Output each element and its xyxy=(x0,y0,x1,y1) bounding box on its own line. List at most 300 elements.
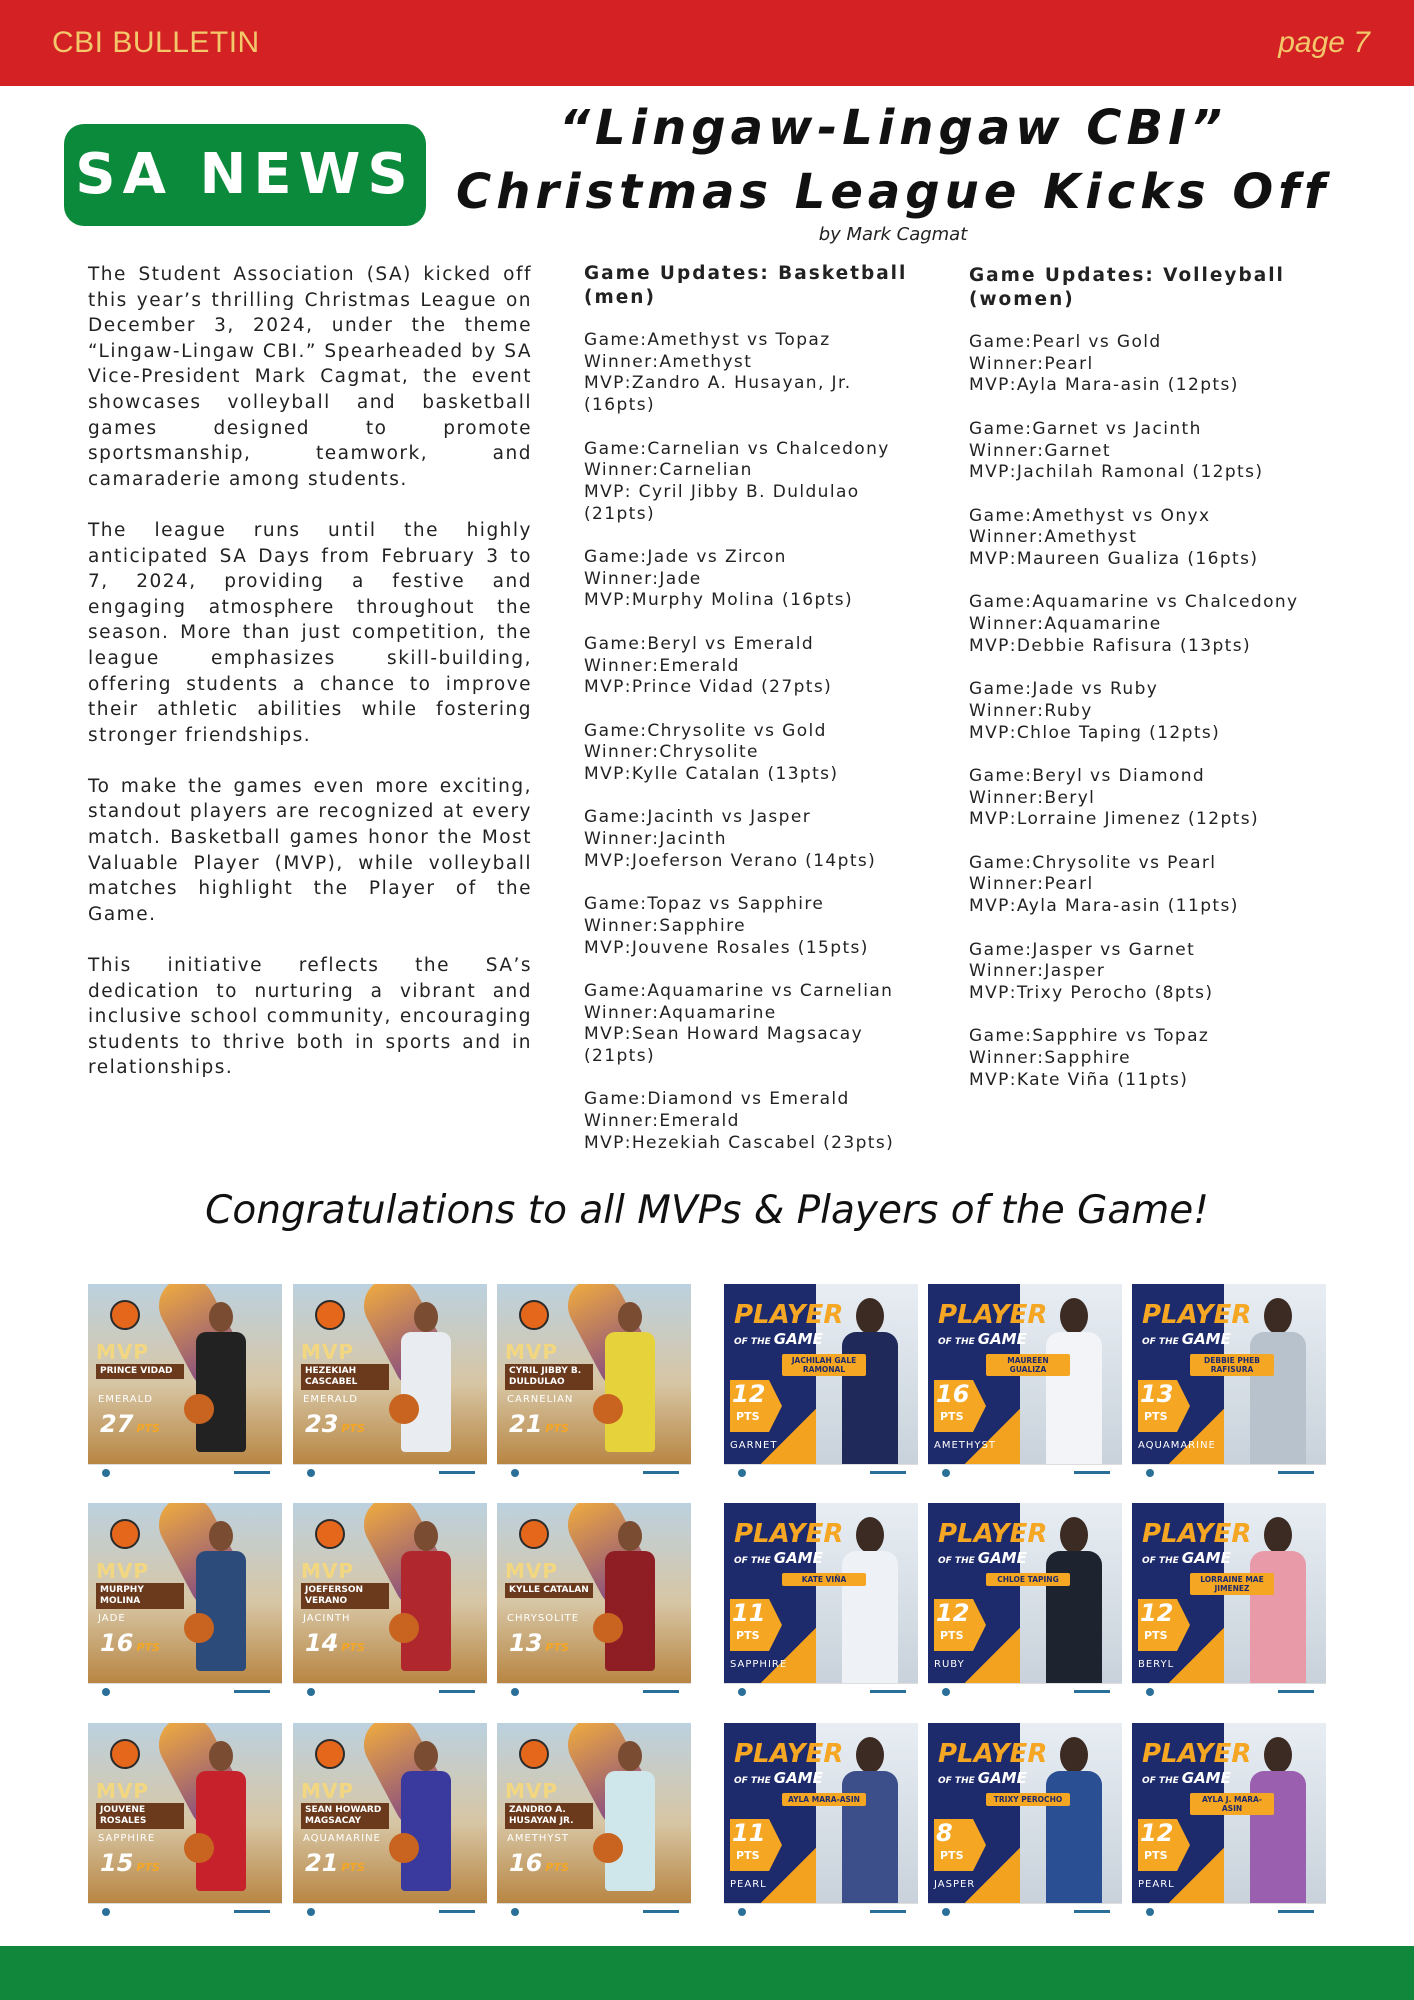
game-game: Game:Amethyst vs Topaz xyxy=(584,330,831,350)
game-mvp: MVP:Ayla Mara-asin (12pts) xyxy=(969,375,1239,396)
player-shirt xyxy=(1250,1551,1306,1683)
points-value: 21 xyxy=(305,1849,339,1877)
player-figure xyxy=(1044,1298,1104,1464)
team-name: PEARL xyxy=(1138,1879,1175,1890)
game-mvp: MVP:Debbie Rafisura (13pts) xyxy=(969,635,1252,656)
card-footer xyxy=(928,1464,1122,1480)
game-entry xyxy=(584,547,924,612)
player-shirt xyxy=(1250,1332,1306,1464)
mvp-card xyxy=(293,1284,487,1480)
mvp-card xyxy=(88,1503,282,1699)
player-label: PLAYER xyxy=(1142,1300,1252,1330)
player-name: MAUREEN GUALIZA xyxy=(986,1354,1070,1376)
card-art xyxy=(293,1503,487,1683)
points xyxy=(305,1629,365,1657)
volleyball-heading: Game Updates: Volleyball (women) xyxy=(969,265,1285,310)
player-of-the-game-card xyxy=(1132,1503,1326,1699)
points-value: 15 xyxy=(100,1849,134,1877)
card-footer xyxy=(293,1464,487,1480)
game-game: Game:Aquamarine vs Chalcedony xyxy=(969,592,1299,613)
game-winner: Winner:Jasper xyxy=(969,961,1106,982)
player-label: PLAYER xyxy=(938,1519,1048,1549)
player-of-the-game-card xyxy=(928,1284,1122,1480)
article-paragraph: To make the games even more exciting, standout players are recognized at every match. Basketball games honor the Most Valuable Player (MVP), while volleyball matches highlight the Player of the Game. xyxy=(88,775,532,925)
basketball-icon xyxy=(519,1300,549,1330)
of-the-game-label xyxy=(1142,1769,1231,1787)
game-entry xyxy=(969,940,1349,1005)
player-shirt xyxy=(1250,1771,1306,1903)
volleyball-updates xyxy=(969,264,1349,1113)
player-figure xyxy=(397,1302,455,1464)
of-the-game-label xyxy=(1142,1549,1231,1567)
points-value: 11 xyxy=(732,1599,766,1627)
player-name: JOUVENE ROSALES xyxy=(96,1803,184,1829)
game-mvp: MVP:Trixy Perocho (8pts) xyxy=(969,982,1214,1003)
player-shirt xyxy=(842,1332,898,1464)
game-game: Game:Jasper vs Garnet xyxy=(969,939,1196,960)
game-label: GAME xyxy=(1181,1549,1231,1567)
player-figure xyxy=(1044,1517,1104,1683)
mvp-card xyxy=(293,1503,487,1699)
game-mvp: MVP:Ayla Mara-asin (11pts) xyxy=(969,896,1239,917)
basketball-icon xyxy=(315,1300,345,1330)
card-art xyxy=(928,1503,1122,1683)
of-the-label: OF THE xyxy=(734,1776,771,1786)
game-entry xyxy=(969,1026,1349,1091)
game-entry xyxy=(969,332,1349,397)
game-winner: Winner:Amethyst xyxy=(969,527,1138,548)
game-game: Game:Garnet vs Jacinth xyxy=(969,418,1202,439)
game-winner: Winner:Pearl xyxy=(969,874,1094,895)
player-head xyxy=(209,1302,233,1332)
card-art xyxy=(1132,1723,1326,1903)
mvp-label: MVP xyxy=(96,1340,150,1364)
team-name: AMETHYST xyxy=(934,1440,996,1451)
card-art xyxy=(724,1284,918,1464)
game-mvp: MVP: Cyril Jibby B. Duldulao (21pts) xyxy=(584,481,860,524)
points-unit: PTS xyxy=(341,1641,365,1654)
game-mvp: MVP:Sean Howard Magsacay (21pts) xyxy=(584,1024,864,1067)
points-unit: PTS xyxy=(136,1861,160,1874)
player-figure xyxy=(601,1521,659,1683)
player-label: PLAYER xyxy=(1142,1519,1252,1549)
game-game: Game:Beryl vs Emerald xyxy=(584,633,815,654)
player-jersey xyxy=(196,1771,246,1891)
of-the-label: OF THE xyxy=(1142,1337,1179,1347)
card-footer xyxy=(1132,1683,1326,1699)
mvp-label: MVP xyxy=(505,1559,559,1583)
player-figure xyxy=(840,1737,900,1903)
team-name: EMERALD xyxy=(98,1394,153,1405)
basketball-icon xyxy=(519,1739,549,1769)
card-footer xyxy=(1132,1464,1326,1480)
game-entry xyxy=(584,721,924,786)
card-footer xyxy=(497,1464,691,1480)
player-label: PLAYER xyxy=(1142,1739,1252,1769)
article-body xyxy=(88,262,532,1107)
basketball-heading: Game Updates: Basketball (men) xyxy=(584,263,908,308)
basketball-icon xyxy=(315,1519,345,1549)
of-the-game-label xyxy=(734,1769,823,1787)
game-entry xyxy=(584,439,924,526)
player-figure xyxy=(601,1302,659,1464)
player-name: TRIXY PEROCHO xyxy=(986,1793,1070,1806)
basketball-icon xyxy=(110,1519,140,1549)
game-winner: Winner:Amethyst xyxy=(584,351,753,372)
points xyxy=(509,1849,569,1877)
of-the-label: OF THE xyxy=(1142,1556,1179,1566)
points-unit: PTS xyxy=(736,1410,760,1423)
game-entry xyxy=(969,592,1349,657)
card-art xyxy=(497,1723,691,1903)
mvp-label: MVP xyxy=(505,1779,559,1803)
player-of-the-game-card xyxy=(1132,1723,1326,1919)
mvp-card xyxy=(497,1284,691,1480)
points-unit: PTS xyxy=(1144,1849,1168,1862)
team-name: GARNET xyxy=(730,1440,778,1451)
player-head xyxy=(618,1302,642,1332)
basketball-icon xyxy=(110,1739,140,1769)
player-figure xyxy=(397,1741,455,1903)
points-unit: PTS xyxy=(341,1422,365,1435)
points xyxy=(509,1410,569,1438)
player-shirt xyxy=(842,1771,898,1903)
mvp-card xyxy=(293,1723,487,1919)
player-head xyxy=(856,1298,884,1334)
card-footer xyxy=(1132,1903,1326,1919)
points-value: 16 xyxy=(936,1380,970,1408)
game-label: GAME xyxy=(773,1769,823,1787)
basketball-icon xyxy=(184,1833,214,1863)
points-value: 23 xyxy=(305,1410,339,1438)
of-the-game-label xyxy=(938,1330,1027,1348)
mvp-label: MVP xyxy=(96,1559,150,1583)
basketball-icon xyxy=(389,1613,419,1643)
of-the-game-label xyxy=(938,1549,1027,1567)
player-jersey xyxy=(605,1551,655,1671)
of-the-label: OF THE xyxy=(1142,1776,1179,1786)
article-title-line2: Christmas League Kicks Off xyxy=(456,164,1330,220)
byline: by Mark Cagmat xyxy=(818,224,968,245)
points xyxy=(100,1410,160,1438)
card-art xyxy=(1132,1284,1326,1464)
player-name: LORRAINE MAE JIMENEZ xyxy=(1190,1573,1274,1595)
player-of-the-game-card xyxy=(928,1503,1122,1699)
game-winner: Winner:Sapphire xyxy=(969,1048,1131,1069)
player-figure xyxy=(192,1741,250,1903)
player-label: PLAYER xyxy=(938,1300,1048,1330)
game-mvp: MVP:Murphy Molina (16pts) xyxy=(584,590,854,611)
page-footer xyxy=(0,1946,1414,2000)
game-winner: Winner:Jade xyxy=(584,568,702,589)
game-game: Game:Beryl vs Diamond xyxy=(969,765,1206,786)
card-footer xyxy=(497,1683,691,1699)
points-unit: PTS xyxy=(736,1849,760,1862)
player-head xyxy=(1060,1517,1088,1553)
player-jersey xyxy=(196,1551,246,1671)
game-label: GAME xyxy=(977,1769,1027,1787)
player-shirt xyxy=(842,1551,898,1683)
team-name: BERYL xyxy=(1138,1659,1175,1670)
game-winner: Winner:Emerald xyxy=(584,655,740,676)
game-game: Game:Amethyst vs Onyx xyxy=(969,505,1211,526)
team-name: JADE xyxy=(98,1613,126,1624)
game-winner: Winner:Emerald xyxy=(584,1111,740,1132)
card-footer xyxy=(88,1903,282,1919)
player-name: SEAN HOWARD MAGSACAY xyxy=(301,1803,389,1829)
of-the-label: OF THE xyxy=(938,1337,975,1347)
game-game: Game:Jacinth vs Jasper xyxy=(584,807,812,828)
game-game: Game:Chrysolite vs Pearl xyxy=(969,852,1217,873)
page-header xyxy=(0,0,1414,86)
player-label: PLAYER xyxy=(734,1739,844,1769)
congratulations-heading: Congratulations to all MVPs & Players of the Game! xyxy=(205,1188,1209,1233)
card-art xyxy=(293,1723,487,1903)
player-jersey xyxy=(401,1332,451,1452)
of-the-game-label xyxy=(734,1549,823,1567)
basketball-icon xyxy=(110,1300,140,1330)
points-unit: PTS xyxy=(940,1410,964,1423)
player-jersey xyxy=(605,1771,655,1891)
game-winner: Winner:Aquamarine xyxy=(969,614,1162,635)
points-unit: PTS xyxy=(1144,1410,1168,1423)
bulletin-title: CBI BULLETIN xyxy=(52,26,260,59)
player-head xyxy=(209,1741,233,1771)
player-name: JOEFERSON VERANO xyxy=(301,1583,389,1609)
game-entry xyxy=(969,506,1349,571)
player-name: HEZEKIAH CASCABEL xyxy=(301,1364,389,1390)
basketball-icon xyxy=(593,1613,623,1643)
player-figure xyxy=(1044,1737,1104,1903)
player-jersey xyxy=(401,1771,451,1891)
player-figure xyxy=(1248,1298,1308,1464)
points-unit: PTS xyxy=(545,1422,569,1435)
game-entry xyxy=(584,330,924,417)
game-game: Game:Aquamarine vs Carnelian xyxy=(584,980,894,1001)
card-art xyxy=(928,1723,1122,1903)
game-game: Game:Carnelian vs Chalcedony xyxy=(584,438,890,459)
card-footer xyxy=(724,1464,918,1480)
mvp-label: MVP xyxy=(301,1559,355,1583)
game-winner: Winner:Beryl xyxy=(969,787,1096,808)
points xyxy=(305,1410,365,1438)
player-head xyxy=(209,1521,233,1551)
mvp-card xyxy=(88,1284,282,1480)
points-value: 27 xyxy=(100,1410,134,1438)
team-name: SAPPHIRE xyxy=(730,1659,788,1670)
player-of-the-game-card xyxy=(1132,1284,1326,1480)
team-name: AMETHYST xyxy=(507,1833,569,1844)
player-of-the-game-card xyxy=(724,1723,918,1919)
player-name: MURPHY MOLINA xyxy=(96,1583,184,1609)
points-value: 12 xyxy=(936,1599,970,1627)
card-art xyxy=(724,1503,918,1683)
game-mvp: MVP:Prince Vidad (27pts) xyxy=(584,677,833,698)
mvp-card xyxy=(497,1503,691,1699)
team-name: AQUAMARINE xyxy=(1138,1440,1216,1451)
team-name: SAPPHIRE xyxy=(98,1833,156,1844)
card-art xyxy=(497,1503,691,1683)
card-art xyxy=(88,1503,282,1683)
game-game: Game:Jade vs Ruby xyxy=(969,679,1159,700)
player-head xyxy=(1060,1737,1088,1773)
game-game: Game:Diamond vs Emerald xyxy=(584,1089,850,1110)
card-art xyxy=(88,1284,282,1464)
points xyxy=(100,1629,160,1657)
player-name: ZANDRO A. HUSAYAN JR. xyxy=(505,1803,593,1829)
player-name: KYLLE CATALAN xyxy=(505,1583,593,1598)
game-entry xyxy=(969,679,1349,744)
player-jersey xyxy=(196,1332,246,1452)
player-figure xyxy=(192,1302,250,1464)
player-name: AYLA MARA-ASIN xyxy=(782,1793,866,1806)
game-label: GAME xyxy=(977,1330,1027,1348)
basketball-icon xyxy=(519,1519,549,1549)
player-name: CYRIL JIBBY B. DULDULAO xyxy=(505,1364,593,1390)
game-entry xyxy=(584,1089,924,1154)
mvp-card xyxy=(88,1723,282,1919)
player-head xyxy=(1060,1298,1088,1334)
mvp-card xyxy=(497,1723,691,1919)
basketball-updates xyxy=(584,262,924,1176)
game-label: GAME xyxy=(977,1549,1027,1567)
section-badge: SA NEWS xyxy=(64,124,426,226)
card-footer xyxy=(88,1464,282,1480)
player-figure xyxy=(1248,1737,1308,1903)
player-head xyxy=(414,1302,438,1332)
game-entry xyxy=(969,419,1349,484)
card-footer xyxy=(497,1903,691,1919)
team-name: CARNELIAN xyxy=(507,1394,574,1405)
player-figure xyxy=(840,1517,900,1683)
basketball-icon xyxy=(315,1739,345,1769)
points-unit: PTS xyxy=(940,1849,964,1862)
player-figure xyxy=(192,1521,250,1683)
of-the-game-label xyxy=(1142,1330,1231,1348)
card-footer xyxy=(724,1683,918,1699)
article-title-line1: “Lingaw-Lingaw CBI” xyxy=(559,100,1227,156)
of-the-label: OF THE xyxy=(938,1776,975,1786)
player-head xyxy=(414,1741,438,1771)
article-paragraph: The league runs until the highly anticipated SA Days from February 3 to 7, 2024, providing a festive and engaging atmosphere throughout the season. More than just competition, the league emphasizes skill-building, offering students a chance to improve their athletic abilities while fostering stronger friendships. xyxy=(88,519,532,746)
game-winner: Winner:Garnet xyxy=(969,440,1111,461)
game-entry xyxy=(969,853,1349,918)
game-entry xyxy=(584,634,924,699)
points xyxy=(305,1849,365,1877)
card-footer xyxy=(928,1683,1122,1699)
game-mvp: MVP:Jouvene Rosales (15pts) xyxy=(584,937,869,958)
game-mvp: MVP:Hezekiah Cascabel (23pts) xyxy=(584,1132,895,1153)
player-shirt xyxy=(1046,1551,1102,1683)
points-unit: PTS xyxy=(136,1641,160,1654)
game-winner: Winner:Carnelian xyxy=(584,460,753,481)
page-number: page 7 xyxy=(1278,26,1370,59)
game-mvp: MVP:Chloe Taping (12pts) xyxy=(969,722,1221,743)
game-mvp: MVP:Joeferson Verano (14pts) xyxy=(584,850,877,871)
player-shirt xyxy=(1046,1771,1102,1903)
player-figure xyxy=(1248,1517,1308,1683)
article-paragraph: This initiative reflects the SA’s dedication to nurturing a vibrant and inclusive school community, encouraging students to thrive both in sports and in relationships. xyxy=(88,955,532,1079)
basketball-icon xyxy=(389,1394,419,1424)
game-winner: Winner:Sapphire xyxy=(584,915,746,936)
player-head xyxy=(1264,1517,1292,1553)
game-game: Game:Pearl vs Gold xyxy=(969,332,1162,352)
player-figure xyxy=(840,1298,900,1464)
mvp-label: MVP xyxy=(301,1779,355,1803)
player-of-the-game-card xyxy=(724,1503,918,1699)
points-value: 13 xyxy=(509,1629,543,1657)
game-game: Game:Chrysolite vs Gold xyxy=(584,720,827,741)
game-winner: Winner:Chrysolite xyxy=(584,742,759,763)
team-name: RUBY xyxy=(934,1659,965,1670)
game-label: GAME xyxy=(1181,1330,1231,1348)
game-entry xyxy=(584,807,924,872)
points xyxy=(509,1629,569,1657)
points xyxy=(100,1849,160,1877)
points-unit: PTS xyxy=(736,1629,760,1642)
player-name: KATE VIÑA xyxy=(782,1573,866,1586)
team-name: AQUAMARINE xyxy=(303,1833,381,1844)
card-art xyxy=(88,1723,282,1903)
game-label: GAME xyxy=(773,1549,823,1567)
game-label: GAME xyxy=(773,1330,823,1348)
game-game: Game:Topaz vs Sapphire xyxy=(584,894,825,915)
player-head xyxy=(1264,1298,1292,1334)
basketball-icon xyxy=(184,1394,214,1424)
card-footer xyxy=(724,1903,918,1919)
points-unit: PTS xyxy=(545,1861,569,1874)
game-entry xyxy=(584,894,924,959)
player-shirt xyxy=(1046,1332,1102,1464)
player-head xyxy=(1264,1737,1292,1773)
card-footer xyxy=(293,1683,487,1699)
game-game: Game:Sapphire vs Topaz xyxy=(969,1026,1210,1047)
game-winner: Winner:Ruby xyxy=(969,700,1093,721)
points-value: 13 xyxy=(1140,1380,1174,1408)
card-footer xyxy=(928,1903,1122,1919)
game-mvp: MVP:Lorraine Jimenez (12pts) xyxy=(969,809,1260,830)
points-unit: PTS xyxy=(341,1861,365,1874)
game-entry xyxy=(969,766,1349,831)
team-name: CHRYSOLITE xyxy=(507,1613,580,1624)
player-of-the-game-card xyxy=(928,1723,1122,1919)
of-the-game-label xyxy=(734,1330,823,1348)
card-art xyxy=(724,1723,918,1903)
mvp-label: MVP xyxy=(505,1340,559,1364)
player-head xyxy=(414,1521,438,1551)
of-the-label: OF THE xyxy=(938,1556,975,1566)
player-figure xyxy=(601,1741,659,1903)
card-art xyxy=(293,1284,487,1464)
player-jersey xyxy=(605,1332,655,1452)
game-mvp: MVP:Maureen Gualiza (16pts) xyxy=(969,549,1259,569)
points-value: 12 xyxy=(1140,1599,1174,1627)
points-value: 12 xyxy=(1140,1819,1174,1847)
team-name: PEARL xyxy=(730,1879,767,1890)
of-the-label: OF THE xyxy=(734,1556,771,1566)
player-jersey xyxy=(401,1551,451,1671)
basketball-icon xyxy=(593,1394,623,1424)
card-footer xyxy=(88,1683,282,1699)
basketball-icon xyxy=(593,1833,623,1863)
points-value: 16 xyxy=(509,1849,543,1877)
points-value: 21 xyxy=(509,1410,543,1438)
article-paragraph: The Student Association (SA) kicked off this year’s thrilling Christmas League on December 3, 2024, under the theme “Lingaw-Lingaw CBI.” Spearheaded by SA Vice-President Mark Cagmat, the event showcases volleyball and basketball games designed to promote sportsmanship, teamwork, and camaraderie among students. xyxy=(88,264,532,490)
points-value: 8 xyxy=(936,1819,953,1847)
game-mvp: MVP:Kate Viña (11pts) xyxy=(969,1069,1189,1090)
player-name: JACHILAH GALE RAMONAL xyxy=(782,1354,866,1376)
game-label: GAME xyxy=(1181,1769,1231,1787)
